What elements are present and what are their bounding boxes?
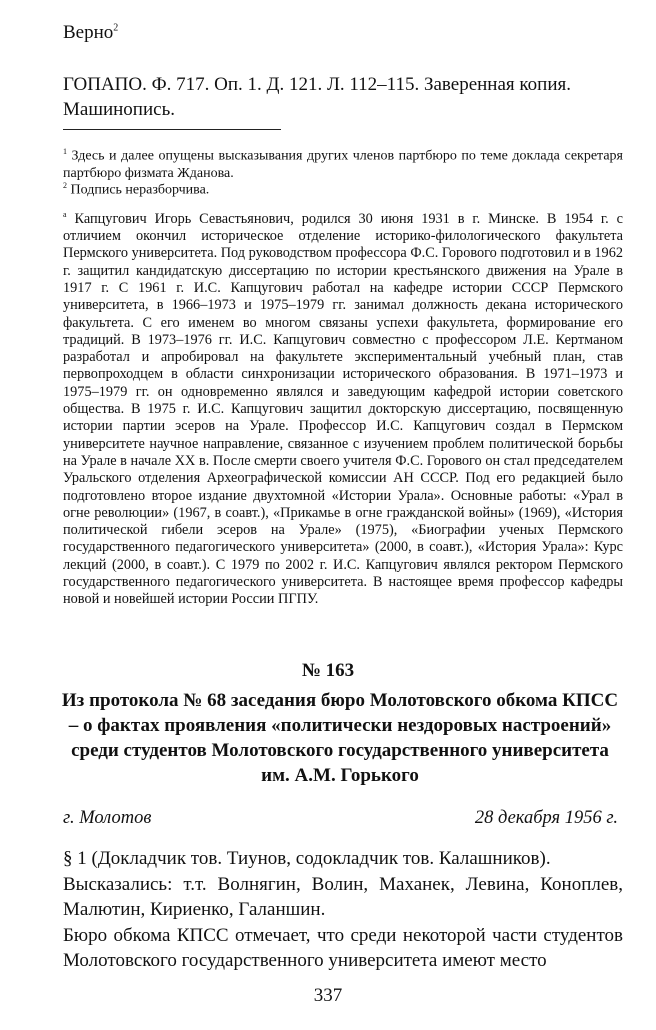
footnote-ref-2: 2 [113, 22, 119, 34]
footnote-divider [63, 129, 281, 130]
document-body [63, 846, 623, 974]
footnote-mark: 2 [63, 181, 67, 190]
document-number: № 163 [301, 660, 355, 681]
bio-mark: а [63, 210, 67, 219]
bio-text: Капцугович Игорь Севастьянович, родился 30 июня 1931 в г. Минске. В 1954 г. с отличием окончил историческое отделение историко-филологического факультета Пермского университета. Под руководством профессора Ф.С. Горового подготовил и в 1962 г. защитил кандидатскую диссертацию по истории крестьянского движения на Урале в 1917 г. С 1961 г. И.С. Капцугович работал на кафедре истории СССР Пермского университета, в 1966–1973 и 1975–1979 гг. занимал должность декана исторического факультета. С его именем во многом связаны успехи факультета, формирование его традиций. В 1973–1976 гг. И.С. Капцугович совместно с профессором Л.Е. Кертманом разработал и апробировал на факультете экспериментальный учебный план, став первопроходцем в области синхронизации исторического образования. В 1971–1973 и 1975–1979 гг. он одновременно являлся и заведующим кафедрой истории советского общества. В 1975 г. И.С. Капцугович защитил докторскую диссертацию, посвященную истории партии эсеров на Урале. Профессор И.С. Капцугович создал в Пермском университете научное направление, связанное с изучением проблем политической борьбы на Урале в начале XX в. После смерти своего учителя Ф.С. Горового он стал председателем Уральского отделения Археографической комиссии АН СССР. Под его редакцией было подготовлено второе издание двухтомной «Истории Урала». Основные работы: «Урал в огне революции» (1967, в соавт.), «Прикамье в огне гражданской войны» (1969), «История политической гибели эсеров на Урале» (1975), «Биографии ученых Пермского государственного педагогического университета» (2000, в соавт.), «История Урала»: Курс лекций (2000, в соавт.). С 1979 по 2002 г. И.С. Капцугович являлся ректором Пермского государственного педагогического университета. В настоящее время профессор кафедры новой и новейшей истории России ПГПУ. [63, 210, 623, 608]
paragraph: Высказались: т.т. Волнягин, Волин, Маханек, Левина, Коноплев, Малютин, Кириенко, Галаншин. [63, 873, 623, 920]
certification-note [63, 22, 118, 44]
document-place: г. Молотов [63, 808, 152, 828]
page-number: 337 [313, 985, 343, 1006]
footnote-mark: 1 [63, 147, 67, 156]
document-title: Из протокола № 68 заседания бюро Молотовского обкома КПСС – о фактах проявления «политически нездоровых настроений» среди студентов Молотовского государственного университета им. А.М. Горького [61, 690, 619, 786]
footnote-text: Подпись неразборчива. [67, 182, 210, 198]
footnote-1 [63, 143, 623, 182]
footnote-2 [63, 177, 623, 199]
certification-text: Верно [63, 22, 114, 43]
paragraph: § 1 (Докладчик тов. Тиунов, содокладчик тов. Калашников). [63, 848, 551, 869]
archive-reference: ГОПАПО. Ф. 717. Оп. 1. Д. 121. Л. 112–115. Заверенная копия. Машинопись. [63, 74, 571, 120]
footnote-text: Здесь и далее опущены высказывания других членов партбюро по теме доклада секретаря партбюро физмата Жданова. [63, 148, 623, 181]
document-date: 28 декабря 1956 г. [474, 808, 618, 828]
biographical-note [63, 206, 623, 609]
paragraph: Бюро обкома КПСС отмечает, что среди некоторой части студентов Молотовского государственного университета имеют место [63, 924, 623, 971]
